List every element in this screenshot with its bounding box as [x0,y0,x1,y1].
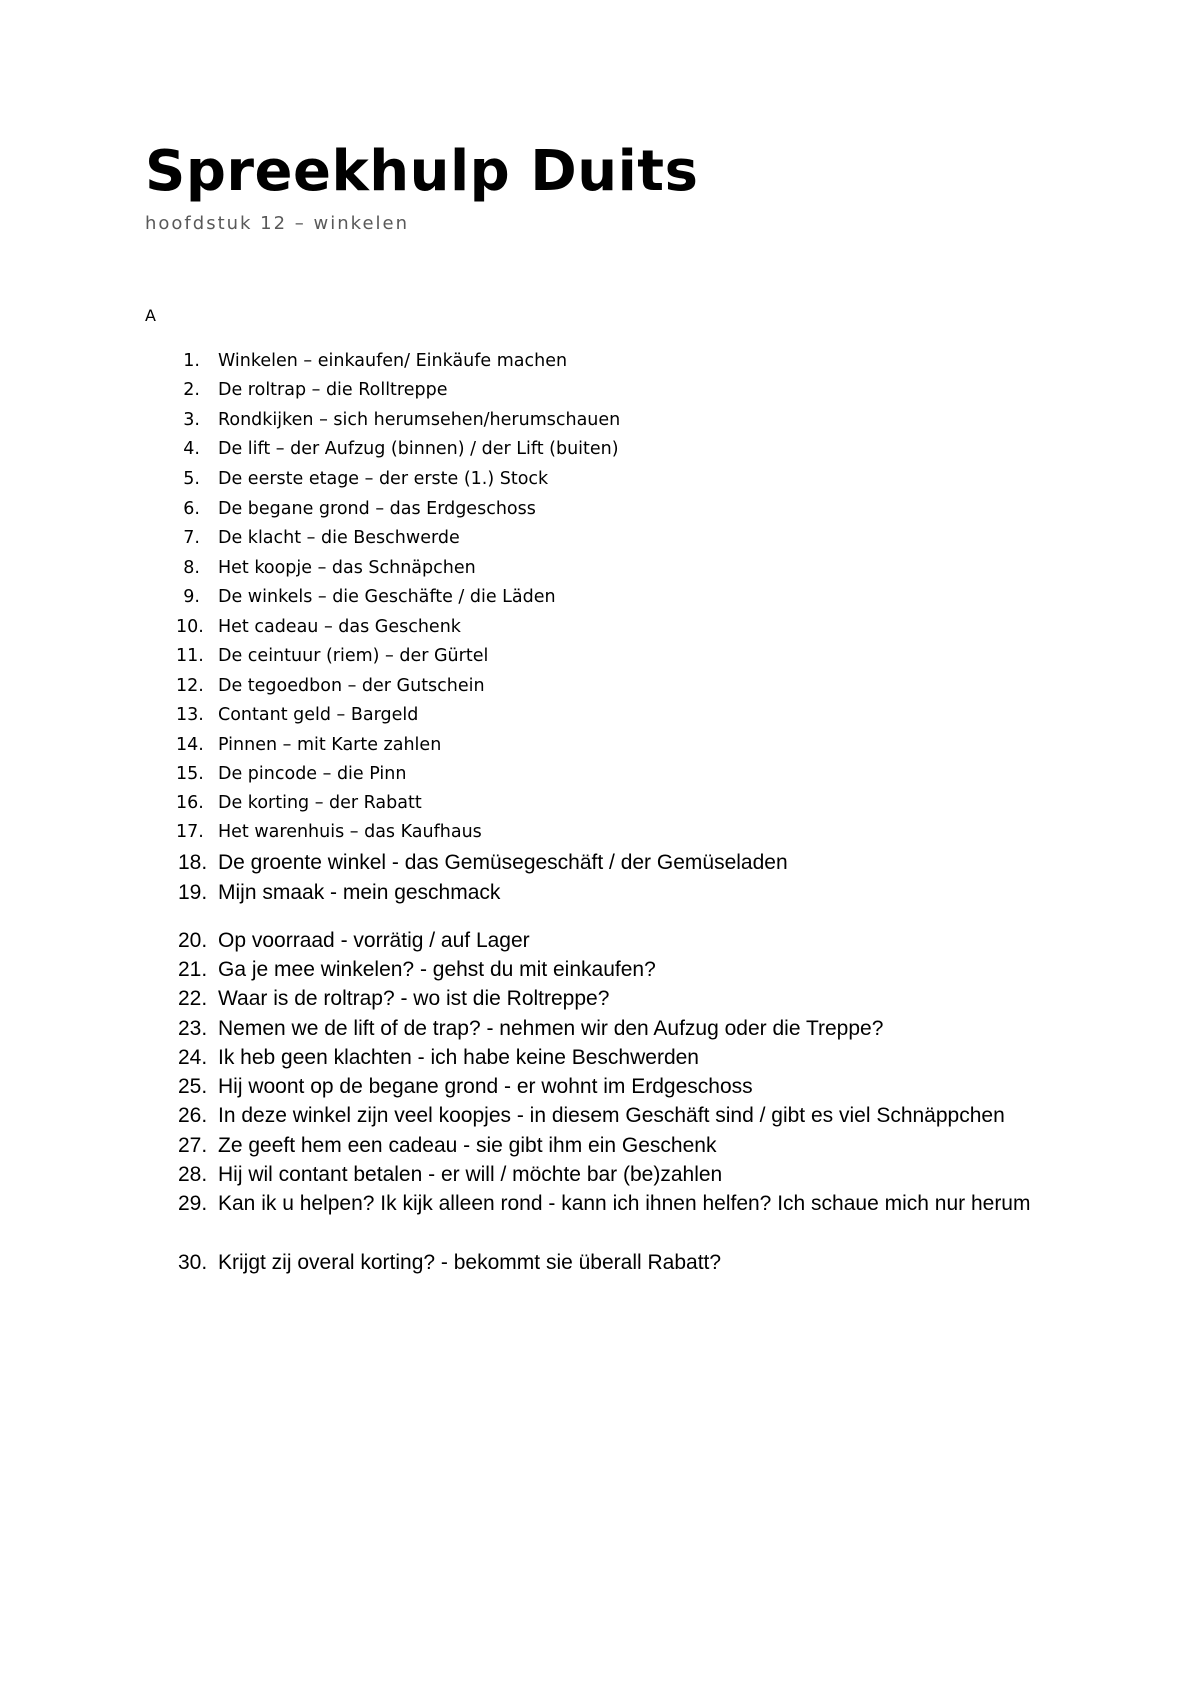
item-number: 23. [178,1017,208,1040]
item-number: 28. [178,1163,208,1186]
item-text: De klacht – die Beschwerde [218,528,460,548]
item-number: 5. [183,469,200,489]
page-title: Spreekhulp Duits [145,139,699,204]
item-number: 7. [183,528,200,548]
item-number: 26. [178,1104,208,1127]
item-text: Ga je mee winkelen? - gehst du mit einkaufen? [218,958,656,981]
item-text: Winkelen – einkaufen/ Einkäufe machen [218,351,568,371]
item-text: De lift – der Aufzug (binnen) / der Lift (buiten) [218,439,619,459]
item-text: Mijn smaak - mein geschmack [218,881,501,904]
item-text: De ceintuur (riem) – der Gürtel [218,646,489,666]
item-text: De eerste etage – der erste (1.) Stock [218,469,549,489]
item-number: 11. [176,646,204,666]
item-number: 10. [176,617,204,637]
item-text: Kan ik u helpen? Ik kijk alleen rond - kann ich ihnen helfen? Ich schaue mich nur herum [218,1192,1031,1215]
page-subtitle: hoofdstuk 12 – winkelen [145,213,410,234]
item-text: Rondkijken – sich herumsehen/herumschauen [218,410,621,430]
item-text: Op voorraad - vorrätig / auf Lager [218,929,530,952]
item-number: 14. [176,735,204,755]
item-text: De pincode – die Pinn [218,764,407,784]
item-text: Hij woont op de begane grond - er wohnt im Erdgeschoss [218,1075,753,1098]
item-number: 2. [183,380,200,400]
item-number: 8. [183,558,200,578]
item-number: 22. [178,987,208,1010]
item-text: De korting – der Rabatt [218,793,422,813]
item-number: 4. [183,439,200,459]
item-number: 19. [178,881,208,904]
item-number: 25. [178,1075,208,1098]
item-text: Pinnen – mit Karte zahlen [218,735,442,755]
item-number: 18. [178,851,208,874]
item-number: 12. [176,676,204,696]
item-text: De begane grond – das Erdgeschoss [218,499,536,519]
item-text: Krijgt zij overal korting? - bekommt sie überall Rabatt? [218,1251,722,1274]
item-text: Contant geld – Bargeld [218,705,419,725]
item-number: 6. [183,499,200,519]
item-text: De groente winkel - das Gemüsegeschäft / der Gemüseladen [218,851,788,874]
item-number: 1. [183,351,200,371]
item-text: Nemen we de lift of de trap? - nehmen wir den Aufzug oder die Treppe? [218,1017,884,1040]
item-text: Het koopje – das Schnäpchen [218,558,476,578]
item-number: 29. [178,1192,208,1215]
item-text: Ik heb geen klachten - ich habe keine Beschwerden [218,1046,699,1069]
item-number: 27. [178,1134,208,1157]
item-text: Hij wil contant betalen - er will / möchte bar (be)zahlen [218,1163,723,1186]
item-text: De tegoedbon – der Gutschein [218,676,485,696]
item-text: Waar is de roltrap? - wo ist die Roltreppe? [218,987,610,1010]
item-text: De winkels – die Geschäfte / die Läden [218,587,556,607]
item-number: 17. [176,822,204,842]
item-number: 30. [178,1251,208,1274]
item-text: Het warenhuis – das Kaufhaus [218,822,482,842]
item-number: 16. [176,793,204,813]
item-text: Het cadeau – das Geschenk [218,617,461,637]
item-number: 13. [176,705,204,725]
item-text: In deze winkel zijn veel koopjes - in diesem Geschäft sind / gibt es viel Schnäppchen [218,1104,1005,1127]
item-text: Ze geeft hem een cadeau - sie gibt ihm ein Geschenk [218,1134,717,1157]
item-number: 20. [178,929,208,952]
item-number: 3. [183,410,200,430]
item-number: 9. [183,587,200,607]
item-number: 21. [178,958,208,981]
section-label: A [145,306,156,325]
item-number: 15. [176,764,204,784]
item-number: 24. [178,1046,208,1069]
item-text: De roltrap – die Rolltreppe [218,380,448,400]
